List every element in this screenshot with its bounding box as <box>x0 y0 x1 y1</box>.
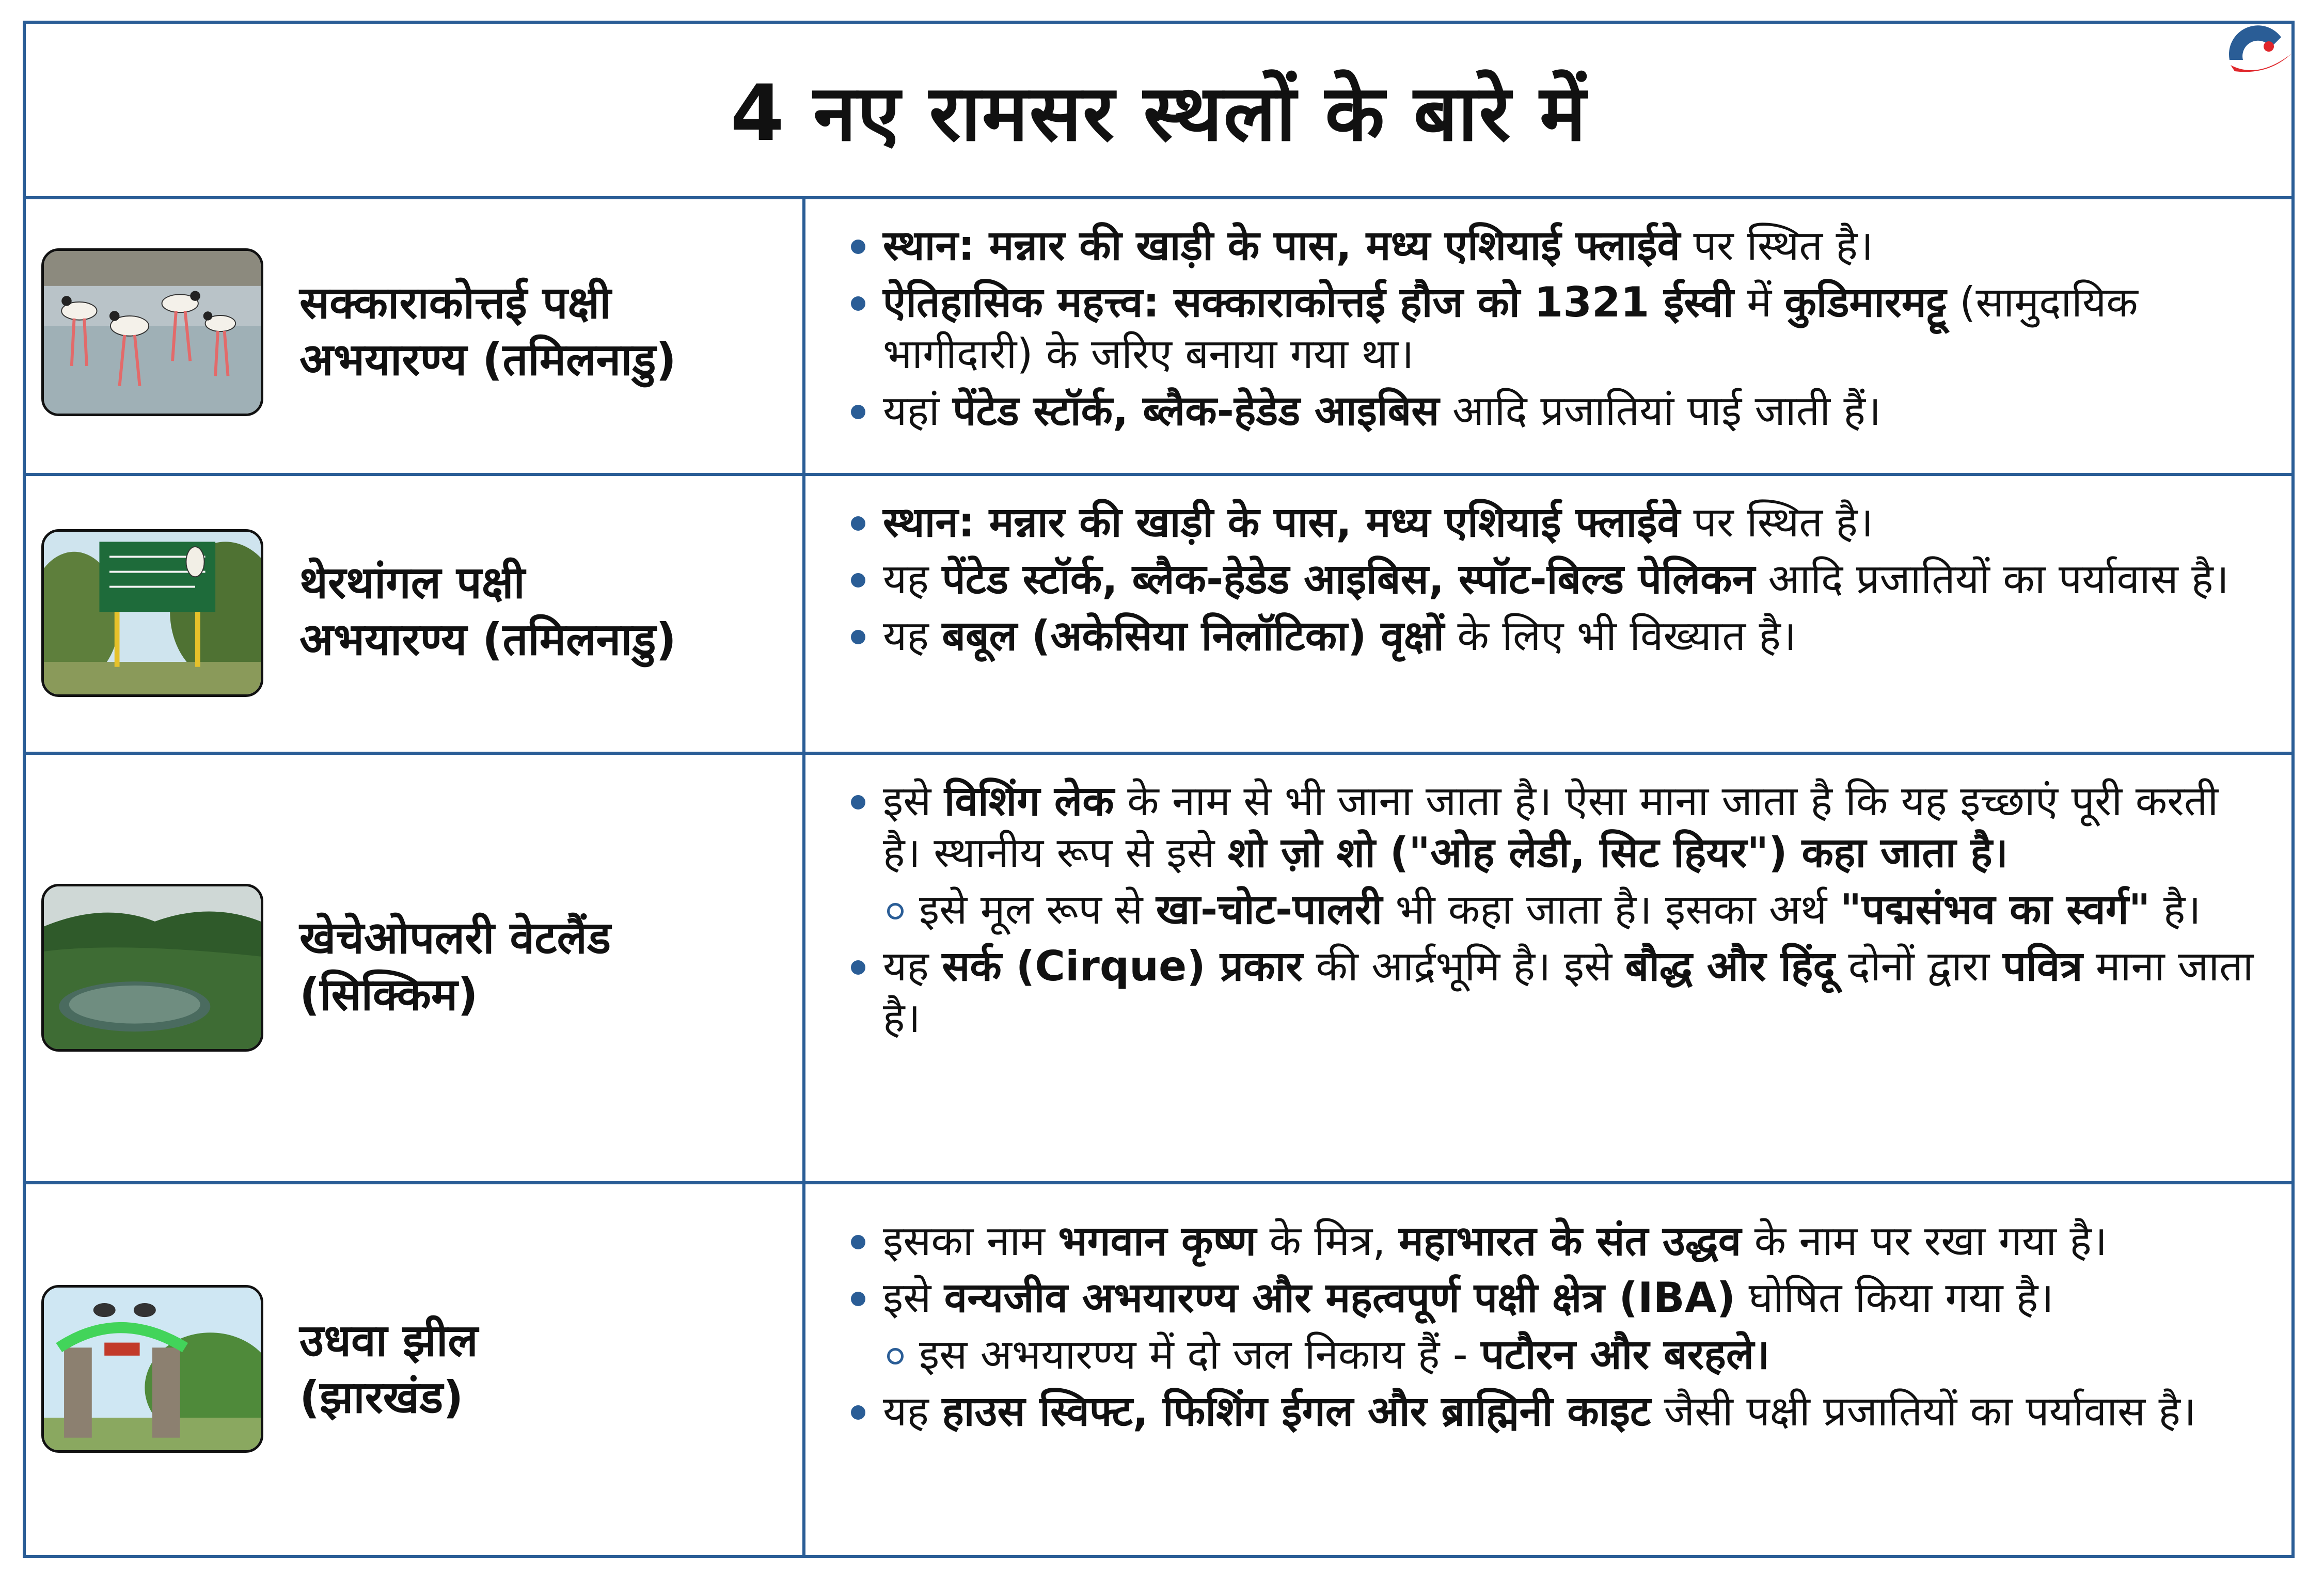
bold-text: पेंटेड स्टॉर्क, ब्लैक-हेडेड आइबिस, स्पॉट-बिल्ड पेलिकन <box>942 555 1755 603</box>
text: यह <box>883 942 942 990</box>
forest-lake-photo <box>41 884 263 1052</box>
list-item <box>847 1215 2255 1267</box>
site-details-3 <box>805 755 2291 1181</box>
bold-text: पवित्र <box>2002 942 2083 990</box>
list-item <box>847 553 2255 605</box>
site-name-line: उधवा झील <box>299 1315 478 1367</box>
bold-text: पटौरन और बरहले। <box>1481 1330 1770 1378</box>
text: के नाम से भी जाना जाता है। ऐसा माना जाता है कि यह इच्छाएं पूरी करती है। स्थानीय रूप से इसे <box>883 777 2219 877</box>
text: यह <box>883 612 942 660</box>
list-item <box>847 775 2255 879</box>
bold-text: सर्क (Cirque) प्रकार <box>942 942 1303 990</box>
list-item <box>847 1272 2255 1324</box>
text: इसका नाम <box>883 1217 1058 1265</box>
site-cell-1 <box>26 199 805 473</box>
site-cell-2 <box>26 476 805 752</box>
site-name-line: थेरथांगल पक्षी <box>299 557 525 609</box>
site-name-1 <box>299 275 676 388</box>
bold-text: शो ज़ो शो ("ओह लेडी, सिट हियर") कहा जाता है। <box>1227 829 2009 877</box>
site-name-4 <box>299 1312 478 1426</box>
sanctuary-gate-photo <box>41 1285 263 1453</box>
site-details-2 <box>805 476 2291 752</box>
text: की आर्द्रभूमि है। इसे <box>1303 942 1625 990</box>
bold-text: "पद्मसंभव का स्वर्ग" <box>1840 885 2151 933</box>
bold-text: महाभारत के संत उद्धव <box>1399 1217 1742 1265</box>
text: के लिए भी विख्यात है। <box>1444 612 1797 660</box>
painted-storks-photo <box>41 248 263 416</box>
text: पर स्थित है। <box>1680 221 1874 269</box>
title-row <box>26 24 2291 199</box>
site-details-1 <box>805 199 2291 473</box>
text: (सामुदायिक भागीदारी) के जरिए बनाया गया था। <box>883 278 2138 378</box>
bold-text: बबूल (अकेसिया निलॉटिका) वृक्षों <box>942 612 1444 660</box>
text: यह <box>883 555 942 603</box>
list-item <box>847 1386 2255 1437</box>
content-frame <box>23 21 2295 1558</box>
site-name-line: (झारखंड) <box>299 1372 464 1423</box>
text: माना जाता है। <box>883 942 2254 1042</box>
text: में <box>1733 278 1785 326</box>
bold-text: हाउस स्विफ्ट, फिशिंग ईगल और ब्राह्मिनी काइट <box>942 1387 1651 1435</box>
site-name-2 <box>299 554 676 668</box>
site-row-4 <box>26 1184 2291 1556</box>
site-cell-3 <box>26 755 805 1181</box>
bold-text: पेंटेड स्टॉर्क, ब्लैक-हेडेड आइबिस <box>953 387 1440 435</box>
text: के मित्र, <box>1256 1217 1399 1265</box>
list-item <box>847 220 2255 272</box>
site-name-line: अभयारण्य (तमिलनाडु) <box>299 334 676 386</box>
text: है। <box>2150 885 2201 933</box>
site-cell-4 <box>26 1184 805 1556</box>
site-name-line: सक्काराकोत्तई पक्षी <box>299 277 611 329</box>
bold-text: स्थान: मन्नार की खाड़ी के पास, मध्य एशियाई फ्लाईवे <box>883 498 1680 546</box>
text: के नाम पर रखा गया है। <box>1741 1217 2108 1265</box>
site-row-2 <box>26 476 2291 755</box>
text: दोनों द्वारा <box>1835 942 2003 990</box>
sub-list-item <box>883 884 2255 935</box>
text: जैसी पक्षी प्रजातियों का पर्यावास है। <box>1651 1387 2196 1435</box>
brand-logo-icon <box>2219 18 2297 95</box>
bold-text: वन्यजीव अभयारण्य और महत्वपूर्ण पक्षी क्षेत्र (IBA) <box>944 1274 1736 1322</box>
list-item <box>847 385 2255 437</box>
site-row-1 <box>26 199 2291 476</box>
sub-list-item <box>883 1329 2255 1380</box>
list-item <box>847 610 2255 662</box>
site-name-line: (सिक्किम) <box>299 969 478 1021</box>
bold-text: स्थान: मन्नार की खाड़ी के पास, मध्य एशियाई फ्लाईवे <box>883 221 1680 269</box>
bold-text: भगवान कृष्ण <box>1058 1217 1257 1265</box>
text: इसे <box>883 1274 944 1322</box>
site-name-3 <box>299 910 611 1023</box>
list-item <box>847 277 2255 380</box>
bold-text: विशिंग लेक <box>944 777 1114 825</box>
text: यहां <box>883 387 953 435</box>
site-name-line: अभयारण्य (तमिलनाडु) <box>299 614 676 665</box>
site-name-line: खेचेओपलरी वेटलैंड <box>299 912 611 964</box>
bold-text: कुडिमारमट्टू <box>1784 278 1947 326</box>
page-title: 4 नए रामसर स्थलों के बारे में <box>730 69 1587 158</box>
text: आदि प्रजातियों का पर्यावास है। <box>1755 555 2229 603</box>
text: इस अभयारण्य में दो जल निकाय हैं - <box>919 1330 1481 1378</box>
text: घोषित किया गया है। <box>1735 1274 2054 1322</box>
text: इसे मूल रूप से <box>919 885 1156 933</box>
list-item <box>847 941 2255 1044</box>
text: इसे <box>883 777 944 825</box>
text: पर स्थित है। <box>1680 498 1874 546</box>
bold-text: बौद्ध और हिंदू <box>1625 942 1835 990</box>
text: आदि प्रजातियां पाई जाती हैं। <box>1439 387 1882 435</box>
site-row-3 <box>26 755 2291 1184</box>
bold-text: ऐतिहासिक महत्त्व: सक्काराकोत्तई हौज को 1321 ईस्वी <box>883 278 1734 326</box>
text: यह <box>883 1387 942 1435</box>
text: भी कहा जाता है। इसका अर्थ <box>1382 885 1840 933</box>
bold-text: खा-चोट-पालरी <box>1156 885 1383 933</box>
site-details-4 <box>805 1184 2291 1556</box>
sanctuary-signboard-photo <box>41 529 263 697</box>
list-item <box>847 497 2255 548</box>
